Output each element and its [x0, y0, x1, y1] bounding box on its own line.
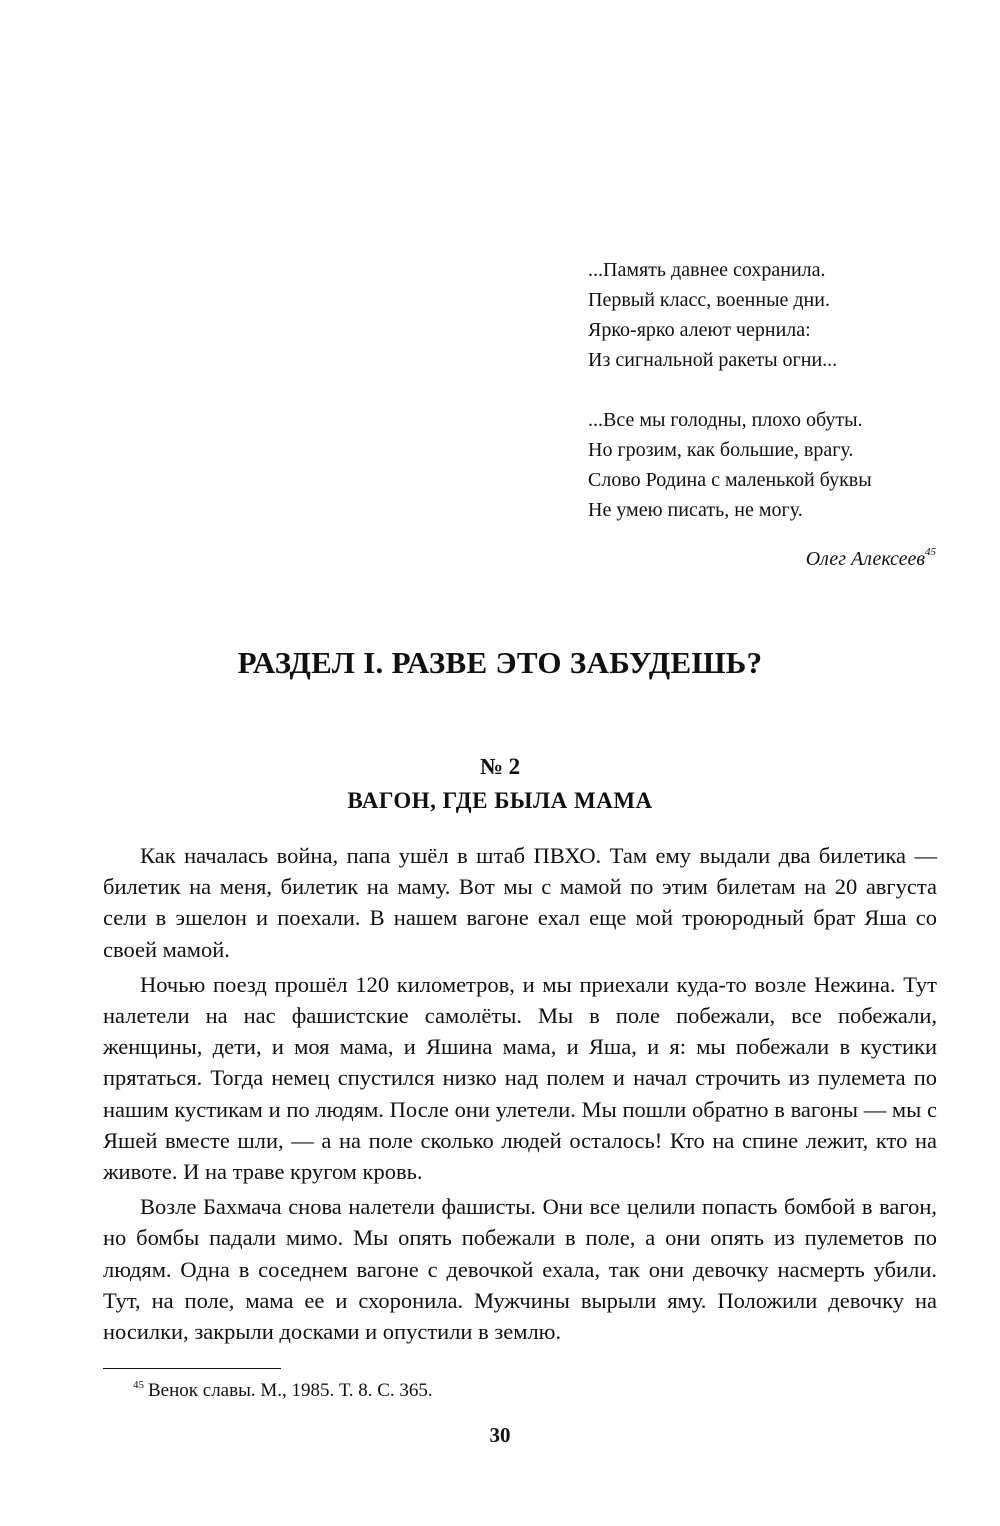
- epigraph-stanza: [588, 405, 948, 525]
- body-paragraph: Ночью поезд прошёл 120 километров, и мы приехали куда-то возле Нежина. Тут налетели на нас фашистские самолёты. Мы в поле побежали, все побежали, женщины, дети, и моя мама, и Яшина мама, и Яша, и я: мы побежали в кустики прятаться. Тогда немец спустился низко над полем и начал строчить из пулемета по нашим кустикам и по людям. После они улетели. Мы пошли обратно в вагоны — мы с Яшей вместе шли, — а на поле сколько людей осталось! Кто на спине лежит, кто на животе. И на траве кругом кровь.: [103, 971, 937, 1185]
- footnote-number: 45: [133, 1379, 144, 1391]
- footnote-reference[interactable]: 45: [925, 546, 936, 558]
- epigraph-author: [806, 548, 936, 571]
- body-paragraph: Возле Бахмача снова налетели фашисты. Они все целили попасть бомбой в вагон, но бомбы падали мимо. Мы опять побежали в поле, а они опять из пулеметов по людям. Одна в соседнем вагоне с девочкой ехала, так они девочку насмерть убили. Тут, на поле, мама ее и схоронила. Мужчины вырыли яму. Положили девочку на носилки, закрыли досками и опустили в землю.: [103, 1194, 937, 1345]
- epigraph-line: ...Все мы голодны, плохо обуты.: [588, 409, 863, 431]
- body-paragraph: Как началась война, папа ушёл в штаб ПВХО. Там ему выдали два билетика — билетик на меня, билетик на маму. Вот мы с мамой по этим билетам на 20 августа сели в эшелон и поехали. В нашем вагоне ехал еще мой троюродный брат Яша со своей мамой.: [103, 843, 937, 962]
- page-number: 30: [489, 1423, 511, 1447]
- epigraph-line: Первый класс, военные дни.: [588, 289, 830, 311]
- epigraph-line: ...Память давнее сохранила.: [588, 259, 826, 281]
- epigraph-line: Ярко-ярко алеют чернила:: [588, 319, 811, 341]
- epigraph-line: Из сигнальной ракеты огни...: [588, 349, 838, 371]
- epigraph-stanza: [588, 255, 948, 375]
- section-title: РАЗДЕЛ I. РАЗВЕ ЭТО ЗАБУДЕШЬ?: [237, 645, 763, 680]
- footnote: [133, 1380, 433, 1402]
- footnote-text: Венок славы. М., 1985. Т. 8. С. 365.: [148, 1380, 433, 1401]
- document-title: ВАГОН, ГДЕ БЫЛА МАМА: [347, 788, 653, 813]
- epigraph: [588, 255, 948, 525]
- epigraph-line: Не умею писать, не могу.: [588, 499, 803, 521]
- epigraph-author-name: Олег Алексеев: [805, 548, 925, 570]
- document-number: № 2: [479, 754, 521, 779]
- epigraph-line: Слово Родина с маленькой буквы: [588, 469, 872, 491]
- document-body: [103, 840, 937, 1347]
- epigraph-line: Но грозим, как большие, врагу.: [588, 439, 854, 461]
- footnote-divider: [103, 1368, 281, 1369]
